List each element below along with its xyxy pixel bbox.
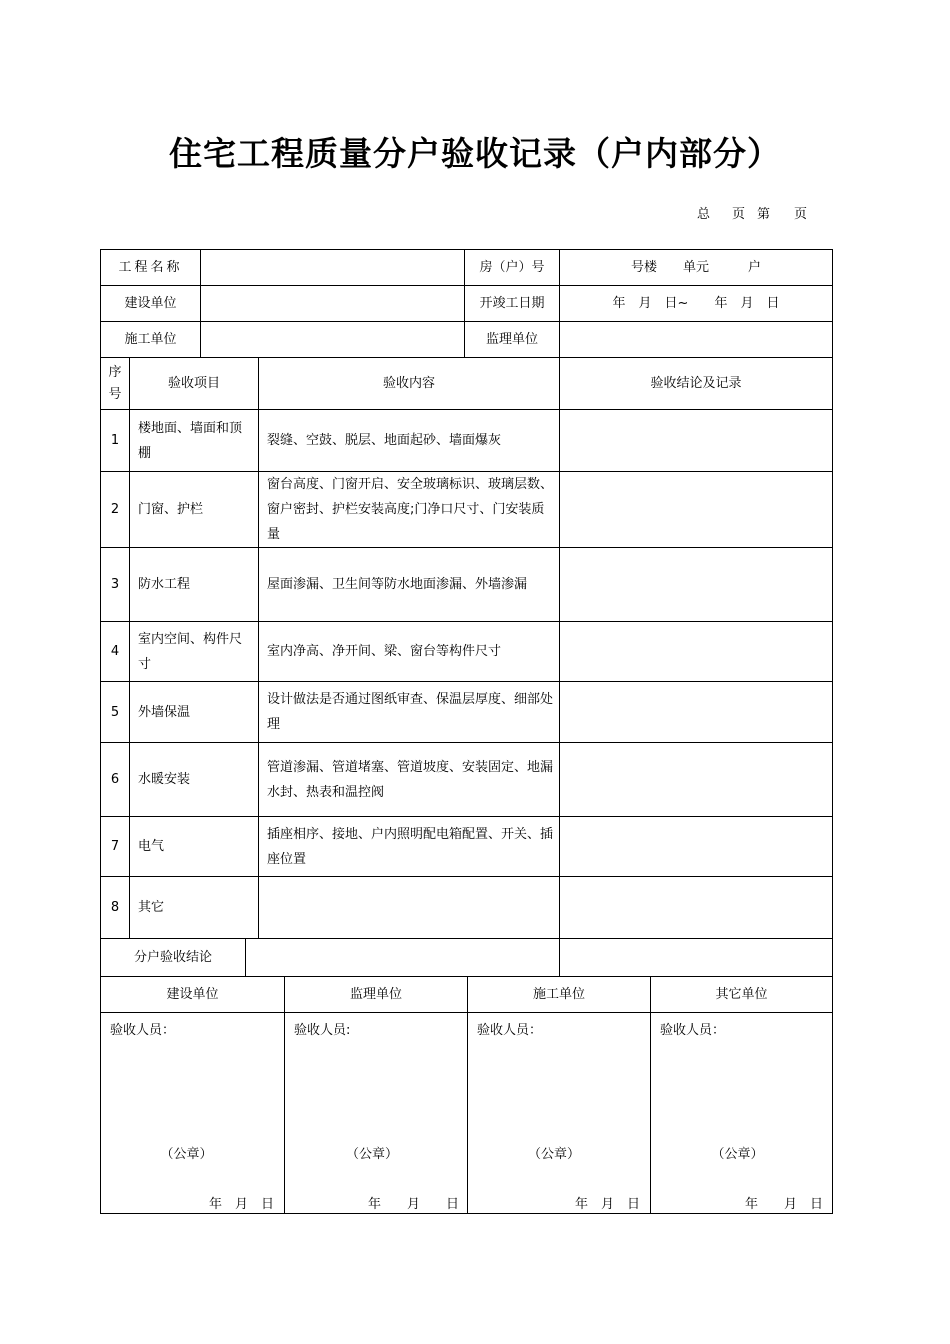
room-number-label: 房（户）号 — [465, 250, 560, 286]
row-item: 门窗、护栏 — [130, 472, 259, 548]
row-number: 7 — [101, 817, 130, 877]
signature-cell-builder[interactable] — [101, 1013, 285, 1213]
page-nth-label: 第 — [756, 207, 770, 222]
page-label-2: 页 — [793, 207, 807, 222]
row-result-field[interactable] — [560, 817, 832, 877]
dates-label: 开竣工日期 — [465, 286, 560, 322]
page-total-label: 总 — [696, 207, 710, 222]
row-number: 4 — [101, 622, 130, 682]
column-header-item: 验收项目 — [130, 358, 259, 410]
project-name-field[interactable] — [201, 250, 465, 286]
seal-label: （公章） — [160, 1147, 213, 1162]
supervisor-label: 监理单位 — [465, 322, 560, 358]
row-item: 防水工程 — [130, 548, 259, 622]
row-content: 管道渗漏、管道堵塞、管道坡度、安装固定、地漏水封、热表和温控阀 — [259, 743, 560, 817]
row-content: 窗台高度、门窗开启、安全玻璃标识、玻璃层数、窗户密封、护栏安装高度;门净口尺寸、门安装质量 — [259, 472, 560, 548]
signature-date: 年 月 日 — [208, 1197, 274, 1212]
inspector-label: 验收人员: — [294, 1023, 351, 1038]
signature-cell-constructor[interactable] — [468, 1013, 651, 1213]
seal-label: （公章） — [711, 1147, 764, 1162]
row-result-field[interactable] — [560, 410, 832, 472]
page-title: 住宅工程质量分户验收记录（户内部分） — [169, 134, 781, 173]
constructor-label: 施工单位 — [101, 322, 201, 358]
row-number: 8 — [101, 877, 130, 939]
row-content: 设计做法是否通过图纸审查、保温层厚度、细部处理 — [259, 682, 560, 743]
signature-date: 年 月 日 — [574, 1197, 640, 1212]
inspector-label: 验收人员： — [660, 1023, 726, 1038]
column-header-content: 验收内容 — [259, 358, 560, 410]
column-header-result: 验收结论及记录 — [560, 358, 832, 410]
signature-date: 年 月 日 — [744, 1197, 823, 1212]
supervisor-field[interactable] — [560, 322, 832, 358]
row-number: 3 — [101, 548, 130, 622]
conclusion-label: 分户验收结论 — [101, 939, 246, 977]
row-content: 室内净高、净开间、梁、窗台等构件尺寸 — [259, 622, 560, 682]
conclusion-field[interactable] — [246, 939, 560, 977]
page-number-info — [697, 203, 807, 222]
row-result-field[interactable] — [560, 548, 832, 622]
row-number: 5 — [101, 682, 130, 743]
seal-label: （公章） — [527, 1147, 580, 1162]
row-content: 插座相序、接地、户内照明配电箱配置、开关、插座位置 — [259, 817, 560, 877]
row-item: 室内空间、构件尺寸 — [130, 622, 259, 682]
row-content: 裂缝、空鼓、脱层、地面起砂、墙面爆灰 — [259, 410, 560, 472]
inspector-label: 验收人员： — [477, 1023, 543, 1038]
inspection-form-table — [100, 249, 833, 1214]
party-header-other: 其它单位 — [651, 977, 832, 1013]
row-item: 电气 — [130, 817, 259, 877]
row-number: 1 — [101, 410, 130, 472]
builder-label: 建设单位 — [101, 286, 201, 322]
row-item: 楼地面、墙面和顶棚 — [130, 410, 259, 472]
row-content: 屋面渗漏、卫生间等防水地面渗漏、外墙渗漏 — [259, 548, 560, 622]
inspector-label: 验收人员： — [110, 1023, 176, 1038]
builder-field[interactable] — [201, 286, 465, 322]
row-result-field[interactable] — [560, 682, 832, 743]
row-content — [259, 877, 560, 939]
row-result-field[interactable] — [560, 743, 832, 817]
row-result-field[interactable] — [560, 622, 832, 682]
project-name-label: 工程名称 — [101, 250, 201, 286]
signature-cell-other[interactable] — [651, 1013, 832, 1213]
party-header-constructor: 施工单位 — [468, 977, 651, 1013]
constructor-field[interactable] — [201, 322, 465, 358]
dates-field[interactable]: 年 月 日~ 年 月 日 — [560, 286, 832, 322]
row-result-field[interactable] — [560, 877, 832, 939]
conclusion-extra-field[interactable] — [560, 939, 832, 977]
row-number: 2 — [101, 472, 130, 548]
room-number-field[interactable]: 号楼 单元 户 — [560, 250, 832, 286]
seal-label: （公章） — [345, 1147, 398, 1162]
column-header-seq: 序号 — [101, 358, 130, 410]
row-result-field[interactable] — [560, 472, 832, 548]
row-item: 其它 — [130, 877, 259, 939]
signature-cell-supervisor[interactable] — [285, 1013, 468, 1213]
party-header-supervisor: 监理单位 — [285, 977, 468, 1013]
row-item: 外墙保温 — [130, 682, 259, 743]
row-item: 水暖安装 — [130, 743, 259, 817]
row-number: 6 — [101, 743, 130, 817]
page-label: 页 — [731, 207, 745, 222]
signature-date: 年 月 日 — [367, 1197, 459, 1212]
party-header-builder: 建设单位 — [101, 977, 285, 1013]
